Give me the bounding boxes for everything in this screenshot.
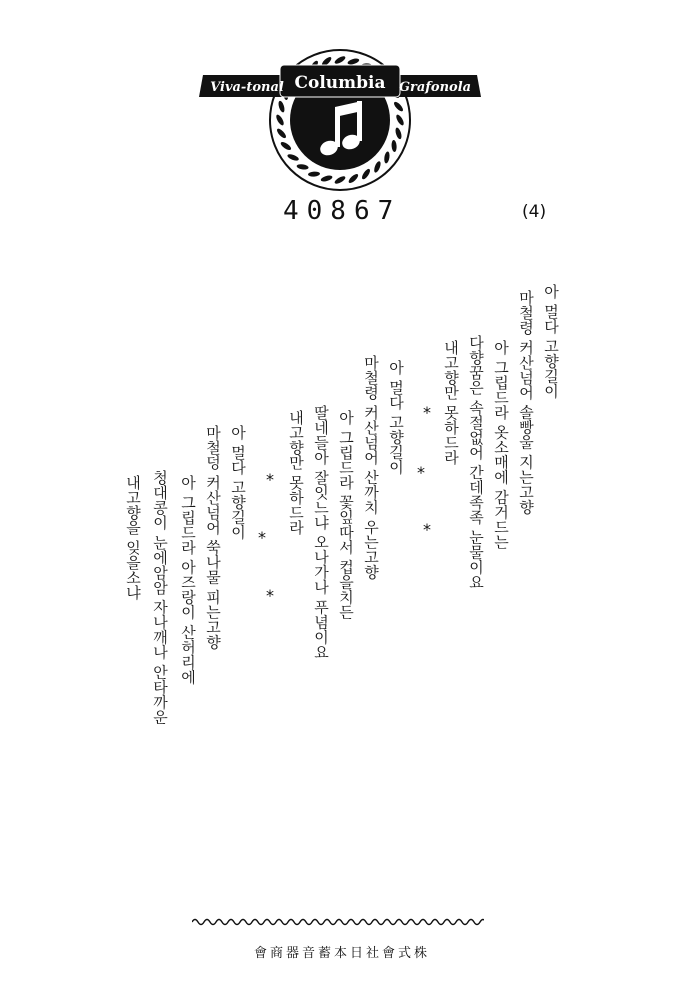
- verse-2-line-5: 내고향만 못하드라: [287, 410, 305, 535]
- verse-1-line-3: 아 그립드라 옷소매에 감거드는: [492, 340, 510, 550]
- verse-3-line-4: 청대콩이 눈에암암 자나깨나 안타까운: [151, 470, 169, 725]
- verse-2-line-2: 마철령 커산넘어 산까치 우는고향: [362, 355, 380, 580]
- columbia-logo: [195, 45, 485, 195]
- logo-left-banner: Viva-tonal: [210, 80, 284, 95]
- logo-center-banner: Columbia: [294, 73, 386, 93]
- verse-2-line-3: 아 그립드라 꽃잎따서 컵을치든: [337, 410, 355, 620]
- separator-asterisk: *: [258, 528, 266, 547]
- separator-asterisk: *: [417, 463, 425, 482]
- verse-2-line-1: 아 멀다 고향길이: [387, 360, 405, 475]
- verse-3-line-2: 마철덩 커산넘어 쑥나물 피는고향: [204, 425, 222, 650]
- catalog-number: 40867: [283, 196, 402, 226]
- verse-1-line-4: 다향꿈은 속절없어 간데족족 눈물이요: [467, 335, 485, 590]
- logo-right-banner: Grafonola: [398, 80, 472, 95]
- verse-1-line-2: 마철령 커산넘어 솔빵울 지는고향: [517, 290, 535, 515]
- verse-1-line-5: 내고향만 못하드라: [442, 340, 460, 465]
- separator-asterisk: *: [266, 470, 274, 489]
- verse-3-line-1: 아 멀다 고향길이: [229, 425, 247, 540]
- verse-3-line-5: 내고향을 잊을소냐: [124, 475, 142, 600]
- verse-2-line-4: 딸네들아 잘잇느냐 오나가나 푸념이요: [312, 405, 330, 660]
- decorative-rule: [192, 915, 484, 929]
- separator-asterisk: *: [266, 586, 274, 605]
- separator-asterisk: *: [423, 403, 431, 422]
- side-number: (4): [522, 202, 547, 222]
- publisher-footer: 會商器音蓄本日社會式株: [253, 946, 430, 961]
- separator-asterisk: *: [423, 520, 431, 539]
- verse-3-line-3: 아 그립드라 아즈랑이 산허리에: [179, 475, 197, 685]
- verse-1-line-1: 아 멀다 고향길이: [542, 284, 560, 399]
